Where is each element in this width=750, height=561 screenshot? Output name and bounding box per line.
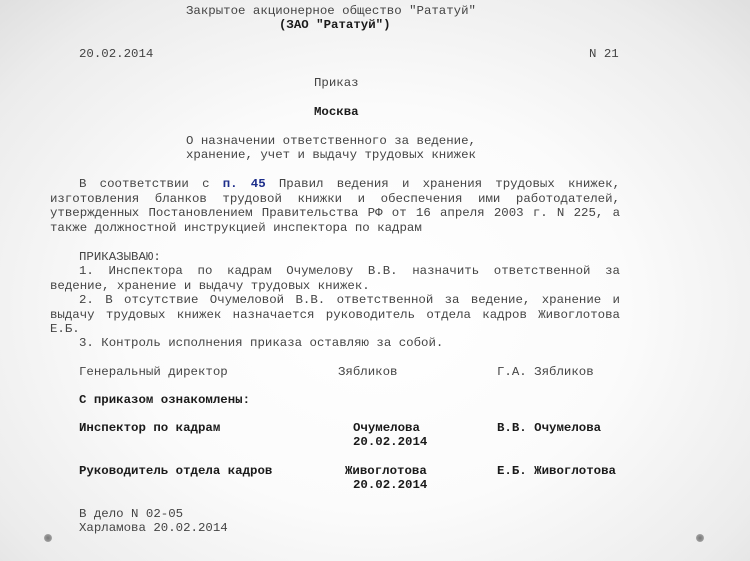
order-number: N 21	[589, 47, 619, 61]
ack-position: Инспектор по кадрам	[79, 421, 221, 435]
ack-date: 20.02.2014	[353, 478, 428, 492]
document-type: Приказ	[314, 76, 359, 90]
city: Москва	[314, 105, 359, 119]
preamble-paragraph	[50, 177, 620, 235]
company-short-name: (ЗАО "Рататуй")	[279, 18, 391, 32]
filing-case: В дело N 02-05	[79, 507, 184, 521]
preamble-text-rest: Правил ведения и хранения трудовых книжек, изготовления бланков трудовой книжки и обеспечения ими работодателей, утвержденных Постановлением Правительства РФ от 16 апреля 2003 г. N 225, а также должностной инструкцией инспектора по кадрам	[50, 177, 621, 235]
order-item-2: 2. В отсутствие Очумеловой В.В. ответственной за ведение, хранение и выдачу трудовых книжек назначается руководитель отдела кадров Живоглотова Е.Б.	[50, 293, 620, 337]
preamble-text: В соответствии с	[79, 177, 223, 191]
ack-name: Е.Б. Живоглотова	[497, 464, 616, 478]
order-item-3: 3. Контроль исполнения приказа оставляю за собой.	[79, 336, 444, 350]
company-full-name: Закрытое акционерное общество "Рататуй"	[186, 4, 476, 18]
subject-line-2: хранение, учет и выдачу трудовых книжек	[186, 148, 476, 162]
filing-clerk: Харламова 20.02.2014	[79, 521, 228, 535]
acknowledged-heading: С приказом ознакомлены:	[79, 393, 251, 407]
order-item-1: 1. Инспектора по кадрам Очумелову В.В. назначить ответственной за ведение, хранение и выдачу трудовых книжек.	[50, 264, 620, 293]
order-date: 20.02.2014	[79, 47, 154, 61]
rule-link[interactable]: п. 45	[222, 177, 266, 191]
ack-date: 20.02.2014	[353, 435, 428, 449]
signature-sign: Зябликов	[338, 365, 398, 379]
ack-name: В.В. Очумелова	[497, 421, 602, 435]
ack-sign: Очумелова	[353, 421, 420, 435]
left-dot-icon	[44, 534, 52, 542]
subject-line-1: О назначении ответственного за ведение,	[186, 134, 476, 148]
ack-position: Руководитель отдела кадров	[79, 464, 273, 478]
order-heading: ПРИКАЗЫВАЮ:	[79, 250, 161, 264]
signature-position: Генеральный директор	[79, 365, 228, 379]
signature-name: Г.А. Зябликов	[497, 365, 594, 379]
ack-sign: Живоглотова	[345, 464, 427, 478]
right-dot-icon	[696, 534, 704, 542]
